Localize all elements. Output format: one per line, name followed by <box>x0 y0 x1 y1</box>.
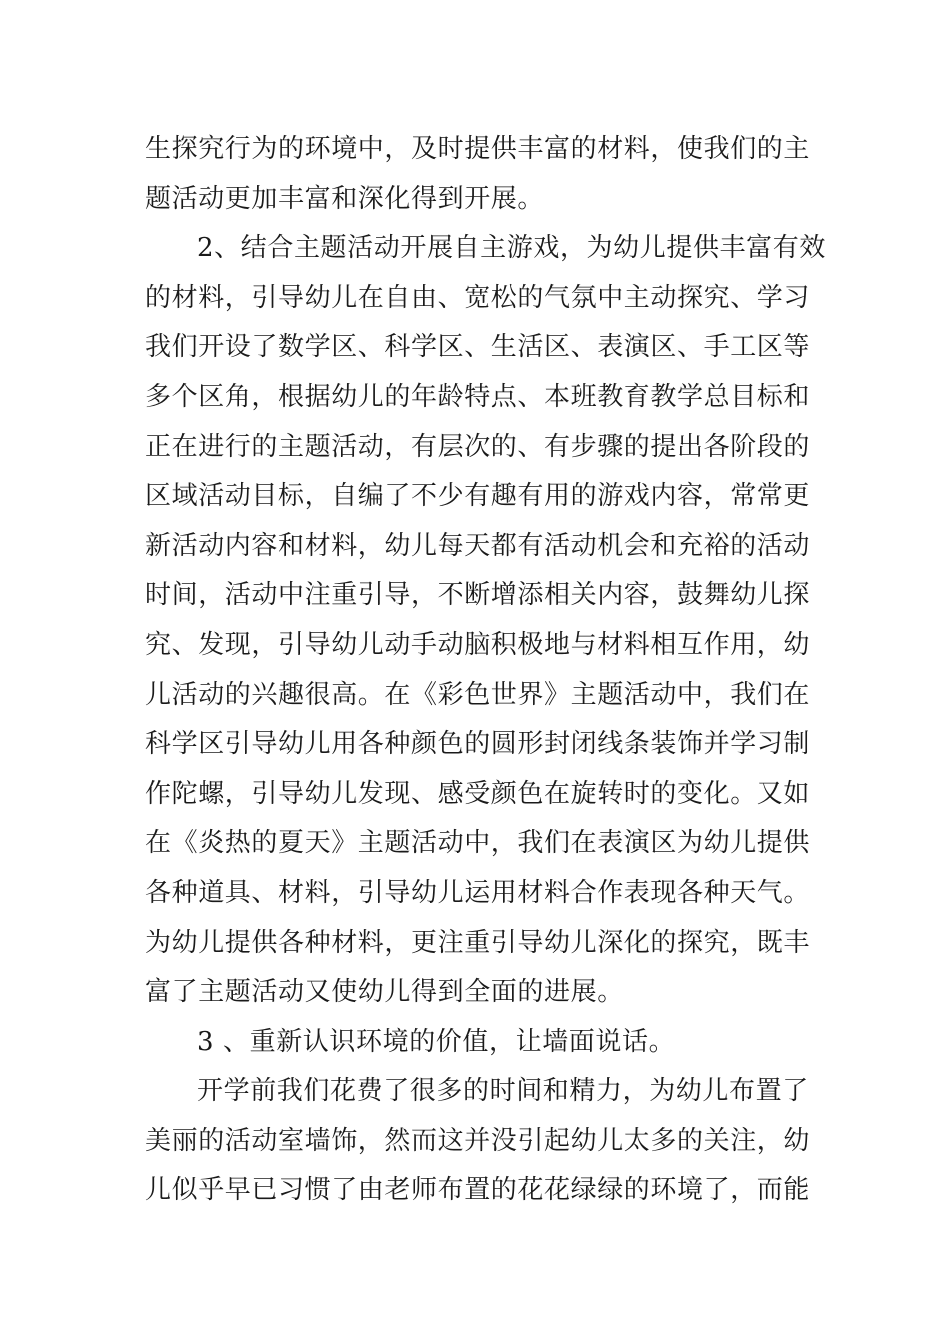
text-line: 时间，活动中注重引导，不断增添相关内容，鼓舞幼儿探 <box>145 580 811 611</box>
text-line: 儿活动的兴趣很高。在《彩色世界》主题活动中，我们在 <box>145 679 811 710</box>
text-line: 2、结合主题活动开展自主游戏，为幼儿提供丰富有效 <box>197 233 826 264</box>
text-line: 3 、重新认识环境的价值，让墙面说话。 <box>197 1026 676 1057</box>
text-line: 开学前我们花费了很多的时间和精力，为幼儿布置了 <box>197 1076 809 1107</box>
text-line: 科学区引导幼儿用各种颜色的圆形封闭线条装饰并学习制 <box>145 729 811 760</box>
text-line: 儿似乎早已习惯了由老师布置的花花绿绿的环境了，而能 <box>145 1175 811 1206</box>
text-line: 多个区角，根据幼儿的年龄特点、本班教育教学总目标和 <box>145 381 811 412</box>
text-line: 区域活动目标，自编了不少有趣有用的游戏内容，常常更 <box>145 481 811 512</box>
text-line: 我们开设了数学区、科学区、生活区、表演区、手工区等 <box>145 332 811 363</box>
text-line: 正在进行的主题活动，有层次的、有步骤的提出各阶段的 <box>145 431 811 462</box>
text-line: 富了主题活动又使幼儿得到全面的进展。 <box>145 977 624 1008</box>
text-line: 美丽的活动室墙饰，然而这并没引起幼儿太多的关注，幼 <box>145 1125 811 1156</box>
text-line: 新活动内容和材料，幼儿每天都有活动机会和充裕的活动 <box>145 530 811 561</box>
text-line: 题活动更加丰富和深化得到开展。 <box>145 183 545 214</box>
text-line: 为幼儿提供各种材料，更注重引导幼儿深化的探究，既丰 <box>145 927 811 958</box>
text-line: 在《炎热的夏天》主题活动中，我们在表演区为幼儿提供 <box>145 828 811 859</box>
text-line: 生探究行为的环境中，及时提供丰富的材料，使我们的主 <box>145 134 811 164</box>
text-line: 的材料，引导幼儿在自由、宽松的气氛中主动探究、学习 <box>145 282 811 313</box>
text-line: 各种道具、材料，引导幼儿运用材料合作表现各种天气。 <box>145 877 811 908</box>
text-line: 究、发现，引导幼儿动手动脑积极地与材料相互作用，幼 <box>145 629 811 660</box>
text-line: 作陀螺，引导幼儿发现、感受颜色在旋转时的变化。又如 <box>145 778 811 809</box>
body-text <box>145 125 826 1216</box>
